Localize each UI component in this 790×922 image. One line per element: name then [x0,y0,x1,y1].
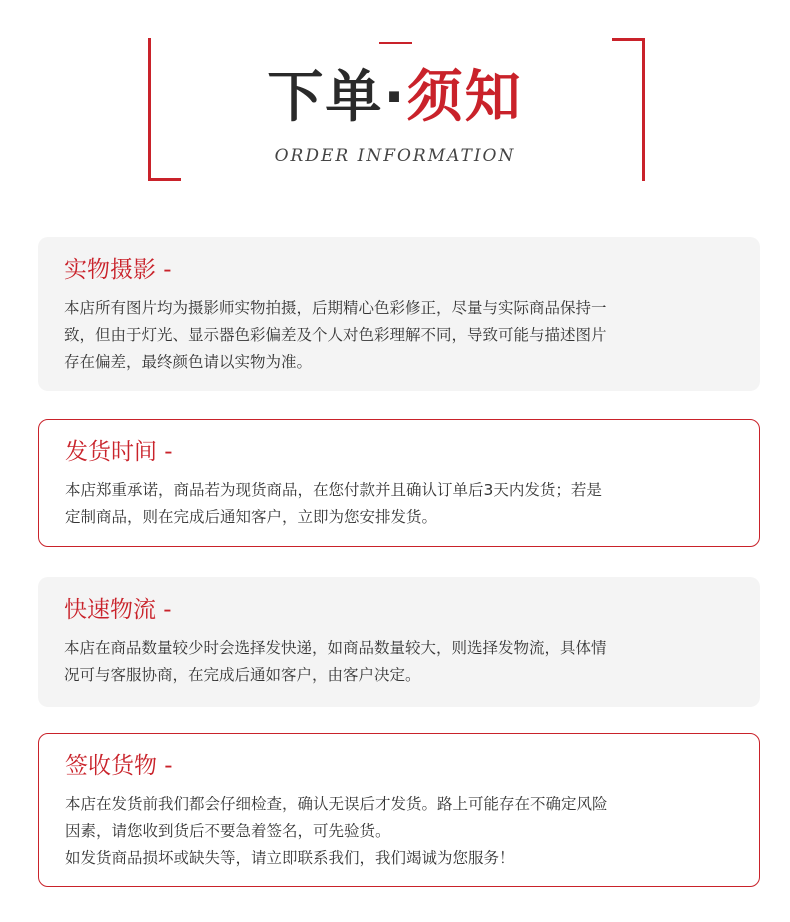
page-title [0,64,790,132]
title-dark: 下单· [267,65,407,130]
section-logistics [38,577,760,707]
page-subtitle: ORDER INFORMATION [274,146,516,166]
section-body [65,791,733,872]
section-title: 签收货物 - [65,753,173,779]
section-title: 实物摄影 - [64,257,172,283]
section-body [65,477,733,531]
section-title: 快速物流 - [64,597,172,623]
section-line: 如发货商品损坏或缺失等，请立即联系我们，我们竭诚为您服务！ [65,849,515,867]
section-line: 因素，请您收到货后不要急着签名，可先验货。 [65,822,391,840]
top-dash-decoration [379,42,412,44]
section-line: 况可与客服协商，在完成后通如客户，由客户决定。 [64,666,421,684]
section-line: 本店所有图片均为摄影师实物拍摄，后期精心色彩修正，尽量与实际商品保持一 [64,299,607,317]
section-receiving-goods [38,733,760,887]
section-line: 本店在商品数量较少时会选择发快递，如商品数量较大，则选择发物流，具体情 [64,639,607,657]
section-body [64,635,734,689]
section-shipping-time [38,419,760,547]
page-header [0,0,790,200]
section-line: 存在偏差，最终颜色请以实物为准。 [64,353,313,371]
section-line: 致，但由于灯光、显示器色彩偏差及个人对色彩理解不同，导致可能与描述图片 [64,326,607,344]
section-line: 本店郑重承诺，商品若为现货商品，在您付款并且确认订单后3天内发货；若是 [65,481,602,499]
title-red: 须知 [406,65,523,130]
section-photography [38,237,760,391]
section-line: 本店在发货前我们都会仔细检查，确认无误后才发货。路上可能存在不确定风险 [65,795,608,813]
section-title: 发货时间 - [65,439,173,465]
section-line: 定制商品，则在完成后通知客户，立即为您安排发货。 [65,508,438,526]
section-body [64,295,734,376]
